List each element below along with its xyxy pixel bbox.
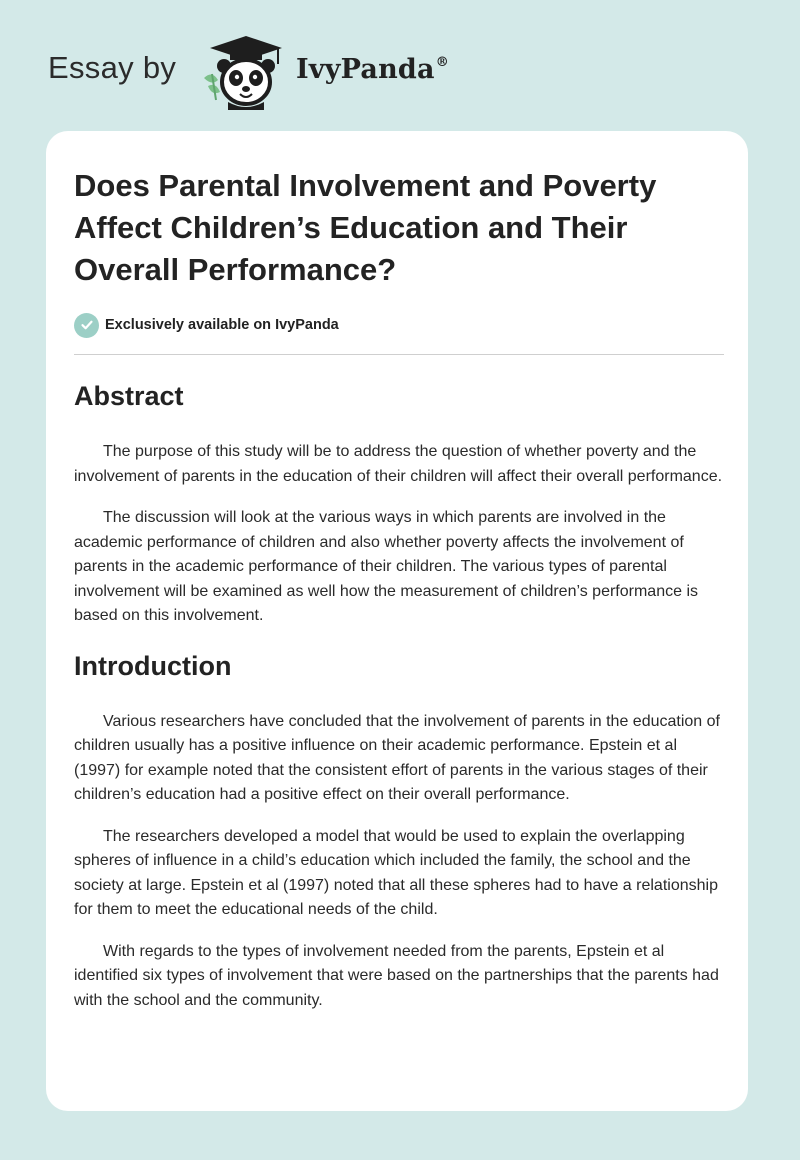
essay-by-label: Essay by [48,50,177,85]
divider [74,354,724,355]
badge-text: Exclusively available on IvyPanda [105,317,339,333]
introduction-paragraph-1: Various researchers have concluded that the involvement of parents in the education of children usually has a positive influence on their academic performance. Epstein et al (1997) for example noted that the consistent effort of parents in the various stages of their children’s education had a positive effect on their overall performance. [74,712,720,803]
essay-title: Does Parental Involvement and Poverty Affect Children’s Education and Their Overall Performance? [74,168,657,287]
registered-mark: ® [435,55,449,70]
essay-card [46,131,748,1111]
section-heading-introduction: Introduction [74,650,232,681]
introduction-paragraph-2: The researchers developed a model that would be used to explain the overlapping spheres of influence in a child’s education which included the family, the school and the society at large. Epstein et al (1997) noted that all these spheres had to have a relationship for them to meet the educational needs of the child. [74,827,718,918]
abstract-paragraph-1: The purpose of this study will be to address the question of whether poverty and the involvement of parents in the education of their children will affect their overall performance. [74,443,723,485]
panda-graduate-icon[interactable] [198,34,294,110]
essay-content [74,165,724,1013]
section-heading-abstract: Abstract [74,381,184,411]
check-icon [74,313,99,338]
abstract-paragraph-2: The discussion will look at the various ways in which parents are involved in the academic performance of children and also whether poverty affects the involvement of parents in the academic performance of their children. The various types of parental involvement will be examined as well how the measurement of children’s performance is based on this involvement. [74,509,698,624]
brand-name[interactable] [296,54,449,85]
introduction-paragraph-3: With regards to the types of involvement needed from the parents, Epstein et al identified six types of involvement that were based on the partnerships that the parents had with the school and the community. [74,942,719,1009]
site-header [0,0,800,130]
exclusive-badge [74,312,724,338]
brand-name-text: IvyPanda [296,54,435,85]
